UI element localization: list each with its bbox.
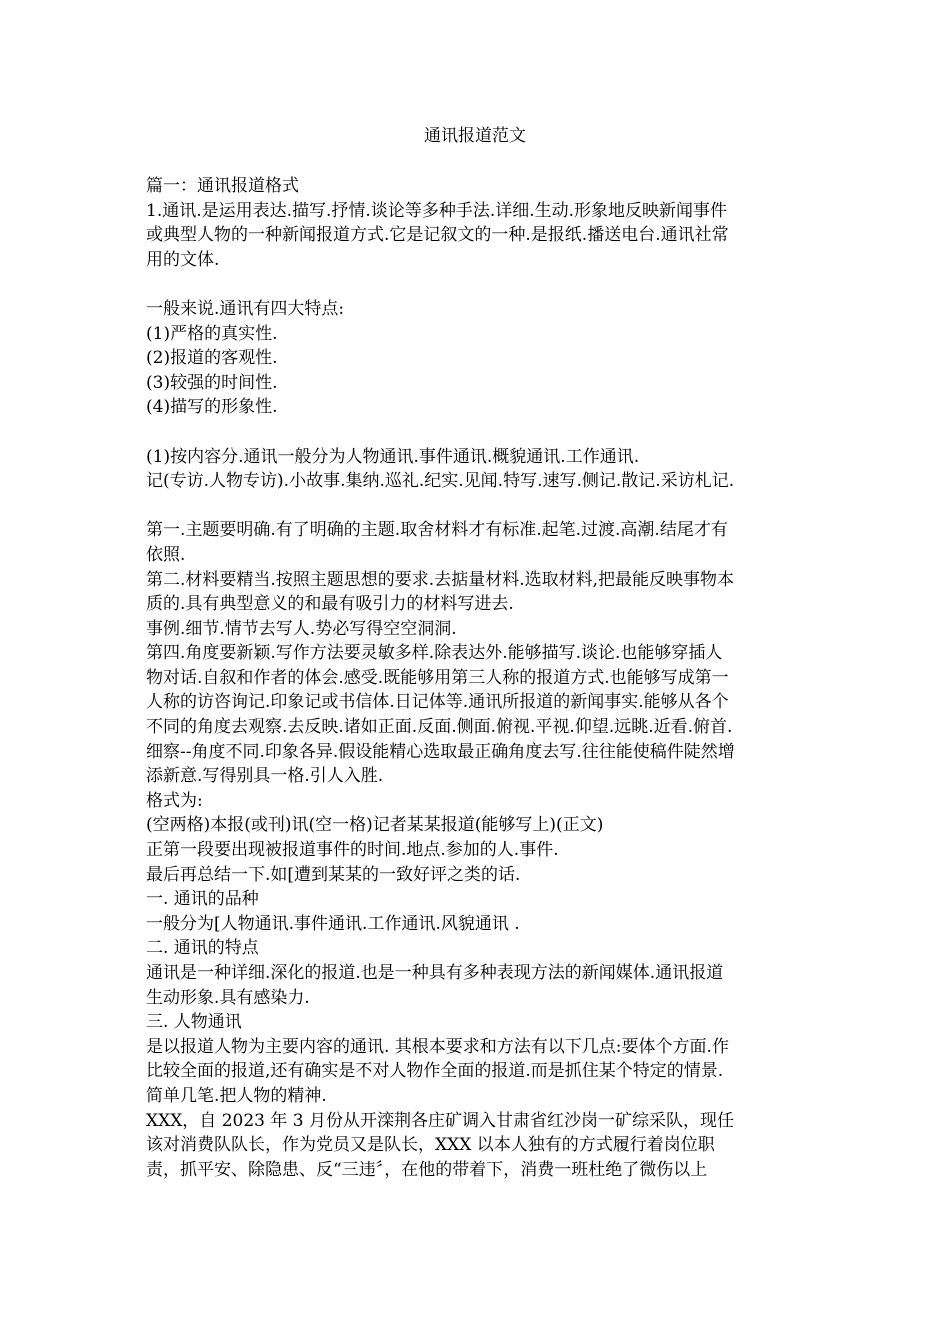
paragraph-line: 正第一段要出现被报道事件的时间.地点.参加的人.事件. — [146, 840, 559, 861]
paragraph-line: 责，抓平安、除隐患、反“三违〞，在他的带着下，消费一班杜绝了微伤以上 — [146, 1159, 708, 1180]
paragraph-line: 是以报道人物为主要内容的通讯. 其根本要求和方法有以下几点:要体个方面.作 — [146, 1036, 729, 1057]
paragraph-line: 格式为: — [146, 790, 203, 811]
paragraph-line: 生动形象.具有感染力. — [146, 987, 310, 1008]
paragraph-line: 或典型人物的一种新闻报道方式.它是记叙文的一种.是报纸.播送电台.通讯社常 — [146, 225, 729, 246]
paragraph-line: (4)描写的形象性. — [146, 397, 278, 418]
paragraph-line: 第二.材料要精当.按照主题思想的要求.去掂量材料.选取材料,把最能反映事物本 — [146, 569, 735, 590]
paragraph-line: 记(专访.人物专访).小故事.集纳.巡礼.纪实.见闻.特写.速写.侧记.散记.采访札记. — [146, 471, 735, 492]
paragraph-line: 一般来说.通讯有四大特点: — [146, 298, 345, 319]
paragraph-line: 一般分为[人物通讯.事件通讯.工作通讯.风貌通讯 . — [146, 913, 520, 934]
document-body — [146, 174, 818, 1182]
paragraph-line: 该对消费队队长，作为党员又是队长，XXX 以本人独有的方式履行着岗位职 — [146, 1135, 715, 1156]
paragraph-line: (3)较强的时间性. — [146, 372, 278, 393]
paragraph-line: 依照. — [146, 544, 186, 565]
paragraph-line: 三. 人物通讯 — [146, 1012, 242, 1033]
paragraph-line: XXX，自 2023 年 3 月份从开滦荆各庄矿调入甘肃省红沙岗一矿综采队，现任 — [146, 1110, 735, 1131]
paragraph-line: 最后再总结一下.如[遭到某某的一致好评之类的话. — [146, 864, 521, 885]
paragraph-line: 用的文体. — [146, 249, 220, 270]
blank-line — [146, 494, 818, 519]
paragraph-line: 添新意.写得别具一格.引人入胜. — [146, 766, 384, 787]
paragraph-line: 比较全面的报道,还有确实是不对人物作全面的报道.而是抓住某个特定的情景. — [146, 1061, 724, 1082]
paragraph-line: 简单几笔.把人物的精神. — [146, 1085, 327, 1106]
paragraph-line: 二. 通讯的特点 — [146, 938, 259, 959]
blank-line — [146, 272, 818, 297]
paragraph-line: (2)报道的客观性. — [146, 348, 278, 369]
paragraph-line: 物对话.自叙和作者的体会.感受.既能够用第三人称的报道方式.也能够写成第一 — [146, 667, 729, 688]
paragraph-line: 人称的访咨询记.印象记或书信体.日记体等.通讯所报道的新闻事实.能够从各个 — [146, 692, 729, 713]
paragraph-line: 第一.主题要明确.有了明确的主题.取舍材料才有标准.起笔.过渡.高潮.结尾才有 — [146, 520, 728, 541]
paragraph-line: 1.通讯.是运用表达.描写.抒情.谈论等多种手法.详细.生动.形象地反映新闻事件 — [146, 200, 728, 221]
blank-line — [146, 420, 818, 445]
document-title: 通讯报道范文 — [424, 126, 526, 146]
paragraph-line: 通讯是一种详细.深化的报道.也是一种具有多种表现方法的新闻媒体.通讯报道 — [146, 963, 724, 983]
paragraph-line: 事例.细节.情节去写人.势必写得空空洞洞. — [146, 618, 457, 639]
paragraph-line: 第四.角度要新颖.写作方法要灵敏多样.除表达外.能够描写.谈论.也能够穿插人 — [146, 643, 723, 664]
paragraph-line: 质的.具有典型意义的和最有吸引力的材料写进去. — [146, 594, 514, 615]
paragraph-line: 篇一：通讯报道格式 — [146, 176, 299, 196]
paragraph-line: 一. 通讯的品种 — [146, 889, 259, 910]
paragraph-line: (1)严格的真实性. — [146, 323, 278, 344]
paragraph-line: 细察--角度不同.印象各异.假设能精心选取最正确角度去写.往往能使稿件陡然增 — [146, 741, 735, 762]
paragraph-line: (1)按内容分.通讯一般分为人物通讯.事件通讯.概貌通讯.工作通讯. — [146, 446, 640, 467]
paragraph-line: (空两格)本报(或刊)讯(空一格)记者某某报道(能够写上)(正文) — [146, 815, 604, 836]
paragraph-line: 不同的角度去观察.去反映.诸如正面.反面.侧面.俯视.平视.仰望.远眺.近看.俯首. — [146, 717, 733, 738]
